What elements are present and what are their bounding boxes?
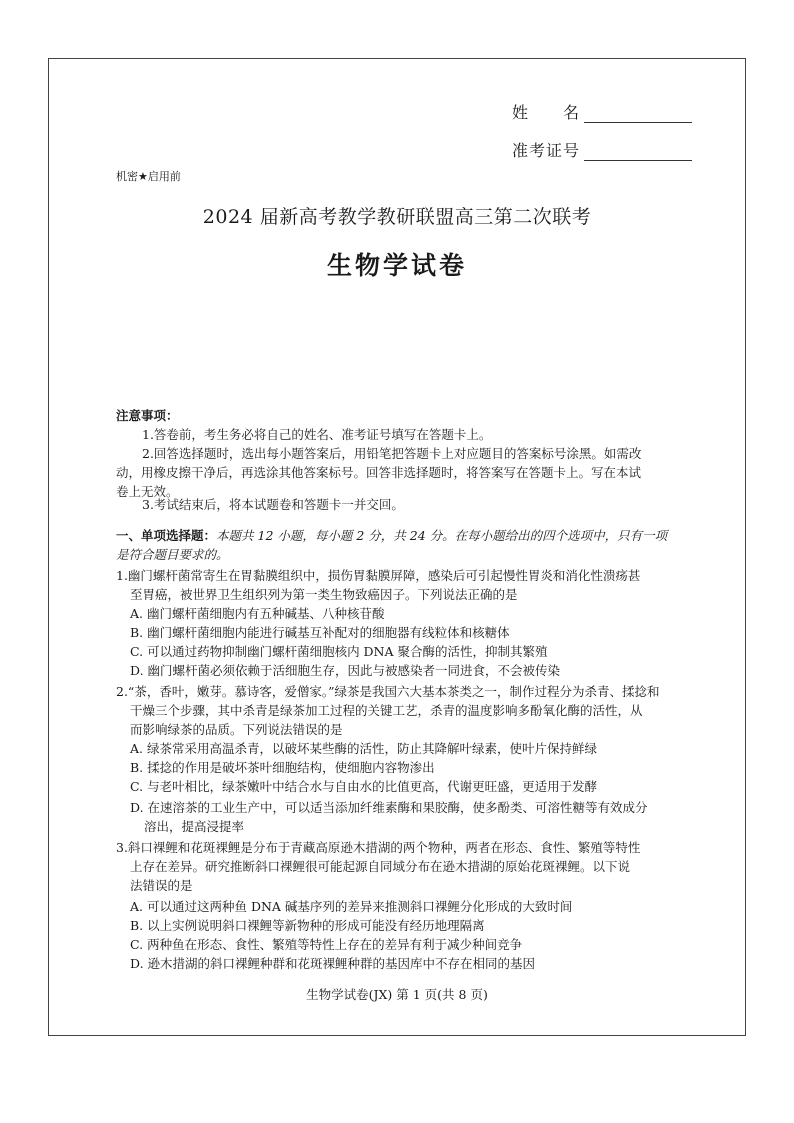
question-3-option-d: D. 逊木措湖的斜口裸鲤种群和花斑裸鲤种群的基因库中不存在相同的基因 [130,956,536,971]
question-1-stem: 至胃癌，被世界卫生组织列为第一类生物致癌因子。下列说法正确的是 [130,587,518,602]
question-2-option-d-cont: 溶出，提高浸提率 [144,819,245,834]
question-3-option-b: B. 以上实例说明斜口裸鲤等新物种的形成可能没有经历地理隔离 [130,918,485,933]
question-2-option-a: A. 绿茶常采用高温杀青，以破坏某些酶的活性，防止其降解叶绿素，使叶片保持鲜绿 [130,741,597,756]
question-3-option-a: A. 可以通过这两种鱼 DNA 碱基序列的差异来推测斜口裸鲤分化形成的大致时间 [130,899,573,914]
question-2-option-d: D. 在速溶茶的工业生产中，可以适当添加纤维素酶和果胶酶，使多酚类、可溶性糖等有效成分 [130,800,648,815]
section-desc: 本题共 12 小题，每小题 2 分，共 24 分。在每小题给出的四个选项中，只有一项 [216,528,668,543]
notes-line: 3.考试结束后，将本试题卷和答题卡一并交回。 [142,497,404,512]
notes-line: 卷上无效。 [116,484,179,499]
notes-line: 2.回答选择题时，选出每小题答案后，用铅笔把答题卡上对应题目的答案标号涂黑。如需改 [142,446,642,461]
name-field [512,100,692,123]
question-2-stem: 而影响绿茶的品质。下列说法错误的是 [130,722,343,737]
id-field [512,138,692,161]
question-1-option-b: B. 幽门螺杆菌细胞内能进行碱基互补配对的细胞器有线粒体和核糖体 [130,625,510,640]
question-3-stem: 法错误的是 [130,878,193,893]
question-3-stem: 3.斜口裸鲤和花斑裸鲤是分布于青藏高原逊木措湖的两个物种，两者在形态、食性、繁殖等特性 [116,840,641,855]
id-label: 准考证号 [512,141,581,160]
id-blank-line [584,144,692,161]
notes-line: 1.答卷前，考生务必将自己的姓名、准考证号填写在答题卡上。 [142,427,492,442]
question-1-stem: 1.幽门螺杆菌常寄生在胃黏膜组织中，损伤胃黏膜屏障，感染后可引起慢性胃炎和消化性溃疡甚 [116,568,641,583]
section-heading-row [116,526,667,545]
page-footer: 生物学试卷(JX) 第 1 页(共 8 页) [306,987,488,1002]
section-heading: 一、单项选择题： [116,528,217,543]
exam-title: 2024 届新高考教学教研联盟高三第二次联考 [202,206,592,228]
section-desc-cont: 是符合题目要求的。 [116,547,229,562]
subject-title: 生物学试卷 [326,251,467,280]
question-1-option-c: C. 可以通过药物抑制幽门螺杆菌细胞核内 DNA 聚合酶的活性，抑制其繁殖 [130,644,548,659]
question-2-stem: 干燥三个步骤，其中杀青是绿茶加工过程的关键工艺，杀青的温度影响多酚氧化酶的活性，从 [130,703,643,718]
question-2-option-c: C. 与老叶相比，绿茶嫩叶中结合水与自由水的比值更高，代谢更旺盛，更适用于发酵 [130,779,598,794]
question-1-option-a: A. 幽门螺杆菌细胞内有五种碱基、八种核苷酸 [130,606,385,621]
notes-title: 注意事项： [116,408,179,423]
question-2-stem: 2.“茶，香叶，嫩芽。慕诗客，爱僧家。”绿茶是我国六大基本茶类之一，制作过程分为杀青、揉捻和 [116,684,660,699]
question-3-option-c: C. 两种鱼在形态、食性、繁殖等特性上存在的差异有利于减少种间竞争 [130,937,523,952]
secret-mark: 机密★启用前 [116,170,181,183]
name-blank-line [584,106,692,123]
question-3-stem: 上存在差异。研究推断斜口裸鲤很可能起源自同域分布在逊木措湖的原始花斑裸鲤。以下说 [130,859,631,874]
notes-line: 动，用橡皮擦干净后，再选涂其他答案标号。回答非选择题时，将答案写在答题卡上。写在本试 [116,465,642,480]
question-1-option-d: D. 幽门螺杆菌必须依赖于活细胞生存，因此与被感染者一同进食，不会被传染 [130,663,561,678]
name-label: 姓 名 [512,103,581,122]
question-2-option-b: B. 揉捻的作用是破坏茶叶细胞结构，使细胞内容物渗出 [130,760,435,775]
